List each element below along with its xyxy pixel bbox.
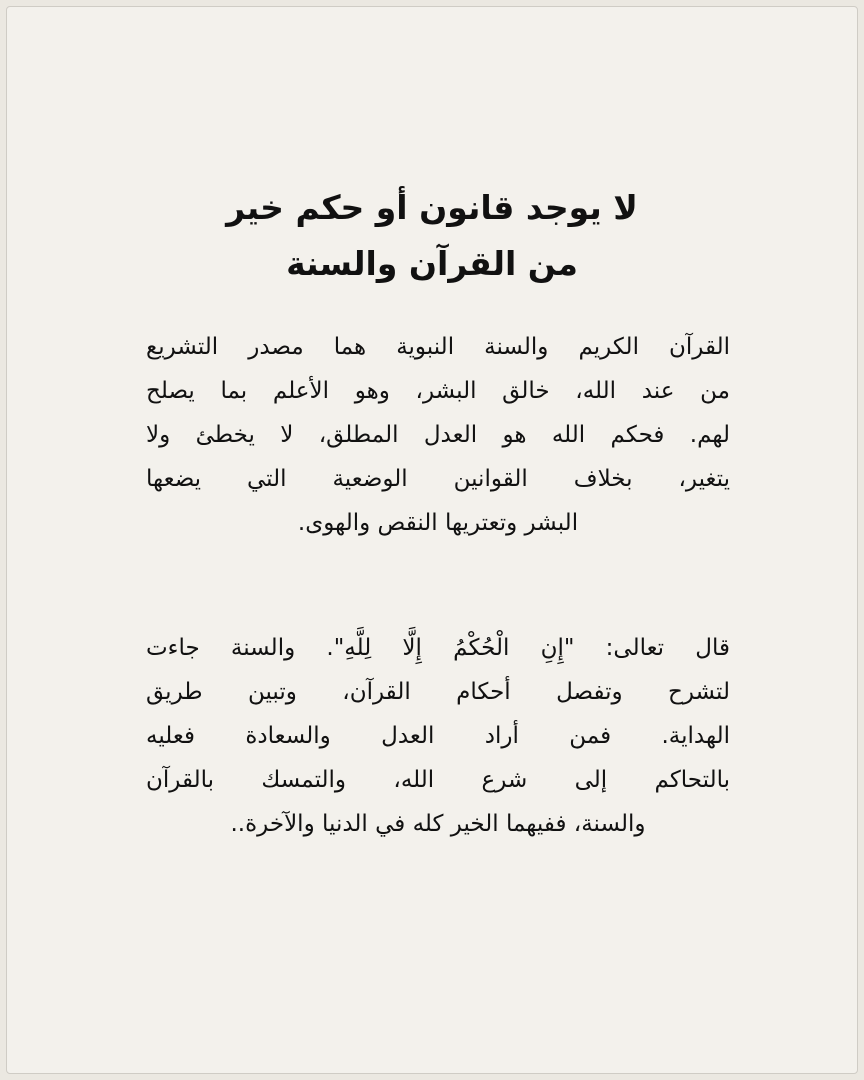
- paragraph-line: بالتحاكم إلى شرع الله، والتمسك بالقرآن: [146, 767, 730, 793]
- paragraph-line: قال تعالى: "إِنِ الْحُكْمُ إِلَّا لِلَّهِ". والسنة جاءت: [146, 635, 730, 661]
- page-title: [0, 180, 864, 292]
- paragraph-line: من عند الله، خالق البشر، وهو الأعلم بما يصلح: [146, 378, 730, 404]
- paragraph-line: يتغير، بخلاف القوانين الوضعية التي يضعها: [146, 466, 730, 492]
- paragraph-line: لتشرح وتفصل أحكام القرآن، وتبين طريق: [146, 679, 730, 705]
- title-line-2: من القرآن والسنة: [286, 244, 578, 283]
- paragraph-2: [146, 626, 730, 846]
- paragraph-line: البشر وتعتريها النقص والهوى.: [297, 510, 579, 536]
- paragraph-line: الهداية. فمن أراد العدل والسعادة فعليه: [146, 723, 730, 749]
- paragraph-line: لهم. فحكم الله هو العدل المطلق، لا يخطئ ولا: [146, 422, 730, 448]
- paragraph-line: والسنة، ففيهما الخير كله في الدنيا والآخرة..: [230, 811, 646, 837]
- paragraph-line: القرآن الكريم والسنة النبوية هما مصدر التشريع: [146, 334, 730, 360]
- paragraph-1: [146, 325, 730, 545]
- title-line-1: لا يوجد قانون أو حكم خير: [226, 188, 638, 227]
